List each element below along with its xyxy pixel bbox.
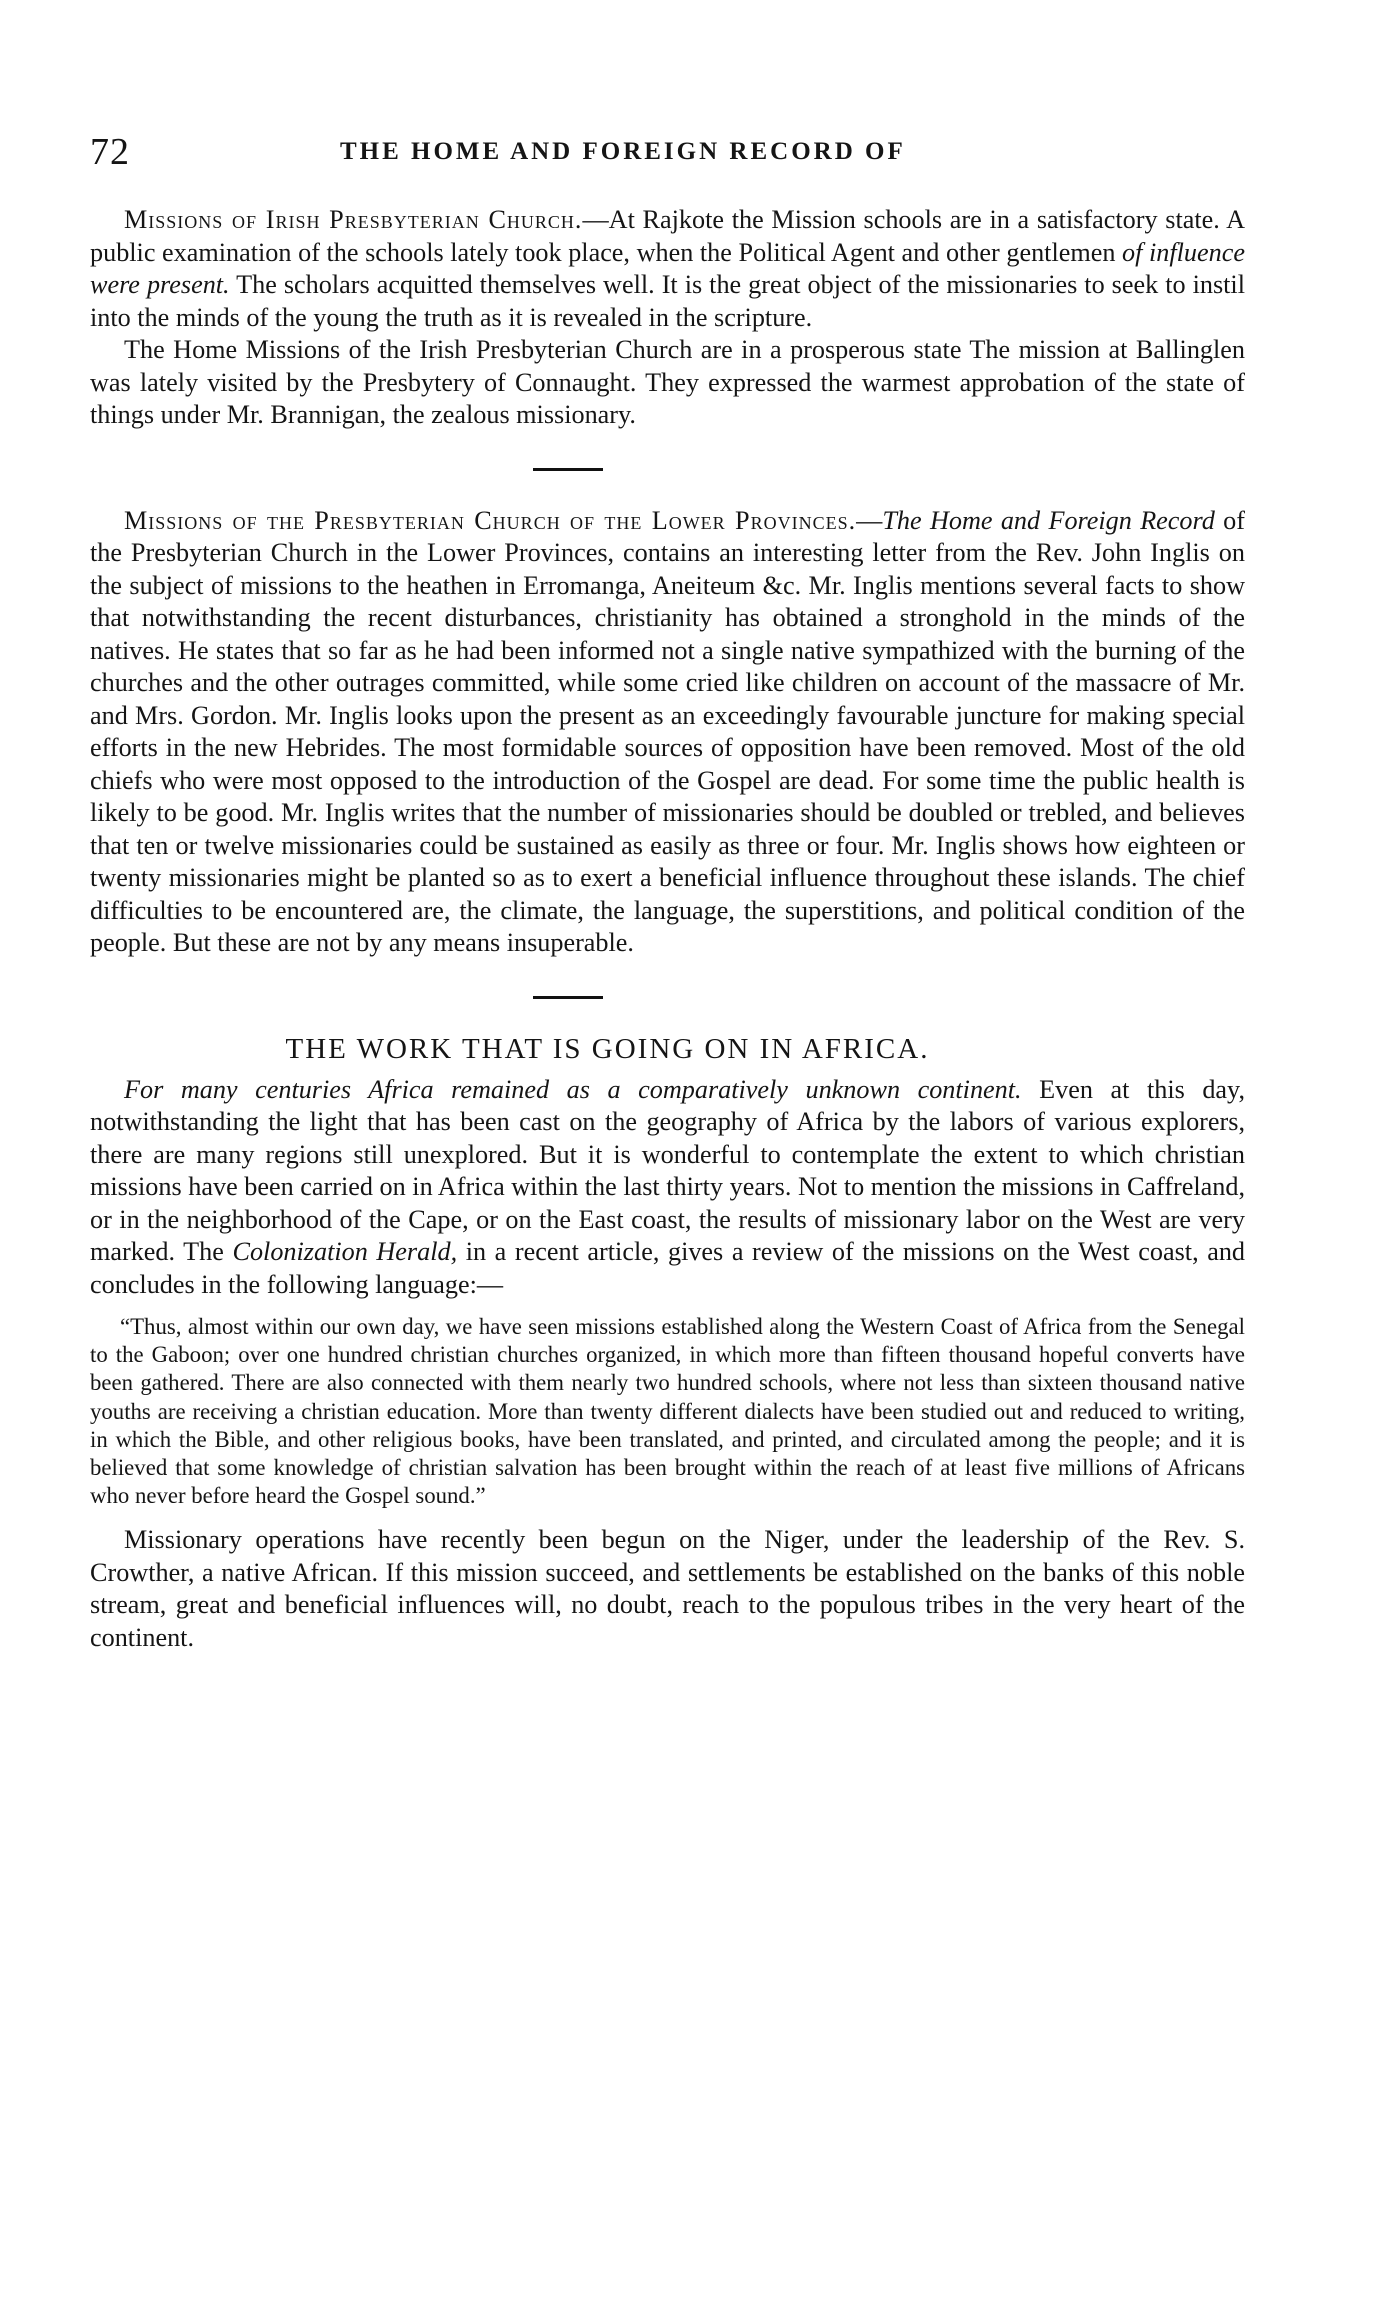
publication-title: Colonization Herald, [232, 1237, 458, 1266]
section-irish-missions [90, 204, 1245, 432]
page-number: 72 [90, 131, 130, 173]
section-lower-provinces [90, 505, 1245, 960]
section-divider [533, 468, 603, 471]
paragraph: The Home Missions of the Irish Presbyterian Church are in a prosperous state The mission at Ballinglen was lately visited by the Presbytery of Connaught. They expressed the warmest approbation of the state of things under Mr. Brannigan, the zealous missionary. [90, 335, 1245, 429]
article-title: THE WORK THAT IS GOING ON IN AFRICA. [285, 1032, 930, 1065]
section-heading: Missions of the Presbyterian Church of the Lower Provinces. [124, 505, 857, 535]
quote-text: “Thus, almost within our own day, we have seen missions established along the Western Coast of Africa from the Senegal to the Gaboon; over one hundred christian churches organized, in which more than fifteen thousand hopeful converts have been gathered. There are also connected with them nearly two hundred schools, where not less than sixteen thousand native youths are receiving a christian education. More than twenty different dialects have been studied out and reduced to writing, in which the Bible, and other religious books, have been translated, and printed, and circulated among the people; and it is believed that some knowledge of christian salvation has been brought within the reach of at least five millions of Africans who never before heard the Gospel sound.” [90, 1314, 1245, 1509]
italic-text: For many centuries Africa remained as a comparatively unknown continent. [124, 1074, 1022, 1104]
publication-title: The Home and Foreign Record [882, 505, 1215, 535]
paragraph-text: Even at this day, notwithstanding the light that has been cast on the geography of Africa by the labors of various explorers, there are many regions still unexplored. But it is wonderful to contemplate the extent to which christian missions have been carried on in Africa within the last thirty years. Not to mention the missions in Caffreland, or in the neighborhood of the Cape, or on the East coast, the results of missionary labor on the West are very marked. The [90, 1074, 1245, 1266]
section-divider [533, 996, 603, 999]
paragraph: Missionary operations have recently been begun on the Niger, under the leadership of the Rev. S. Crowther, a native African. If this mission succeed, and settlements be established on the banks of this noble stream, great and beneficial influences will, no doubt, reach to the populous tribes in the very heart of the continent. [90, 1525, 1245, 1652]
italic-text: of influence were present. [90, 237, 1245, 299]
article-body-continued [90, 1524, 1245, 1654]
section-heading: Missions of Irish Presbyterian Church. [124, 205, 583, 234]
paragraph [90, 505, 1245, 960]
page [90, 130, 1245, 1654]
paragraph-text: of the Presbyterian Church in the Lower Provinces, contains an interesting letter from the Rev. John Inglis on the subject of missions to the heathen in Erromanga, Aneiteum &c. Mr. Inglis mentions several facts to show that notwithstanding the recent disturbances, christianity has obtained a stronghold in the minds of the natives. He states that so far as he had been informed not a single native sympathized with the burning of the churches and the other outrages committed, while some cried like children on account of the massacre of Mr. and Mrs. Gordon. Mr. Inglis looks upon the present as an exceedingly favourable juncture for making special efforts in the new Hebrides. The most formidable sources of opposition have been removed. Most of the old chiefs who were most opposed to the introduction of the Gospel are dead. For some time the public health is likely to be good. Mr. Inglis writes that the number of missionaries should be doubled or trebled, and believes that ten or twelve missionaries could be sustained as easily as three or four. Mr. Inglis shows how eighteen or twenty missionaries might be planted so as to exert a beneficial influence throughout these islands. The chief difficulties to be encountered are, the climate, the language, the superstitions, and political condition of the people. But these are not by any means insuperable. [90, 505, 1245, 957]
paragraph-text: —At Rajkote the Mission schools are in a satisfactory state. A public examination of the schools lately took place, when the Political Agent and other gentlemen [90, 205, 1245, 267]
article-body [90, 1074, 1245, 1302]
paragraph [90, 1074, 1245, 1302]
paragraph-text: in a recent article, gives a review of the missions on the West coast, and concludes in the following language:— [90, 1237, 1246, 1299]
paragraph [90, 204, 1245, 334]
running-head: THE HOME AND FOREIGN RECORD OF [340, 138, 906, 165]
dash: — [856, 505, 883, 535]
paragraph-text: The scholars acquitted themselves well. It is the great object of the missionaries to seek to instil into the minds of the young the truth as it is revealed in the scripture. [90, 270, 1245, 332]
block-quote [90, 1313, 1245, 1510]
page-header [90, 130, 1245, 174]
